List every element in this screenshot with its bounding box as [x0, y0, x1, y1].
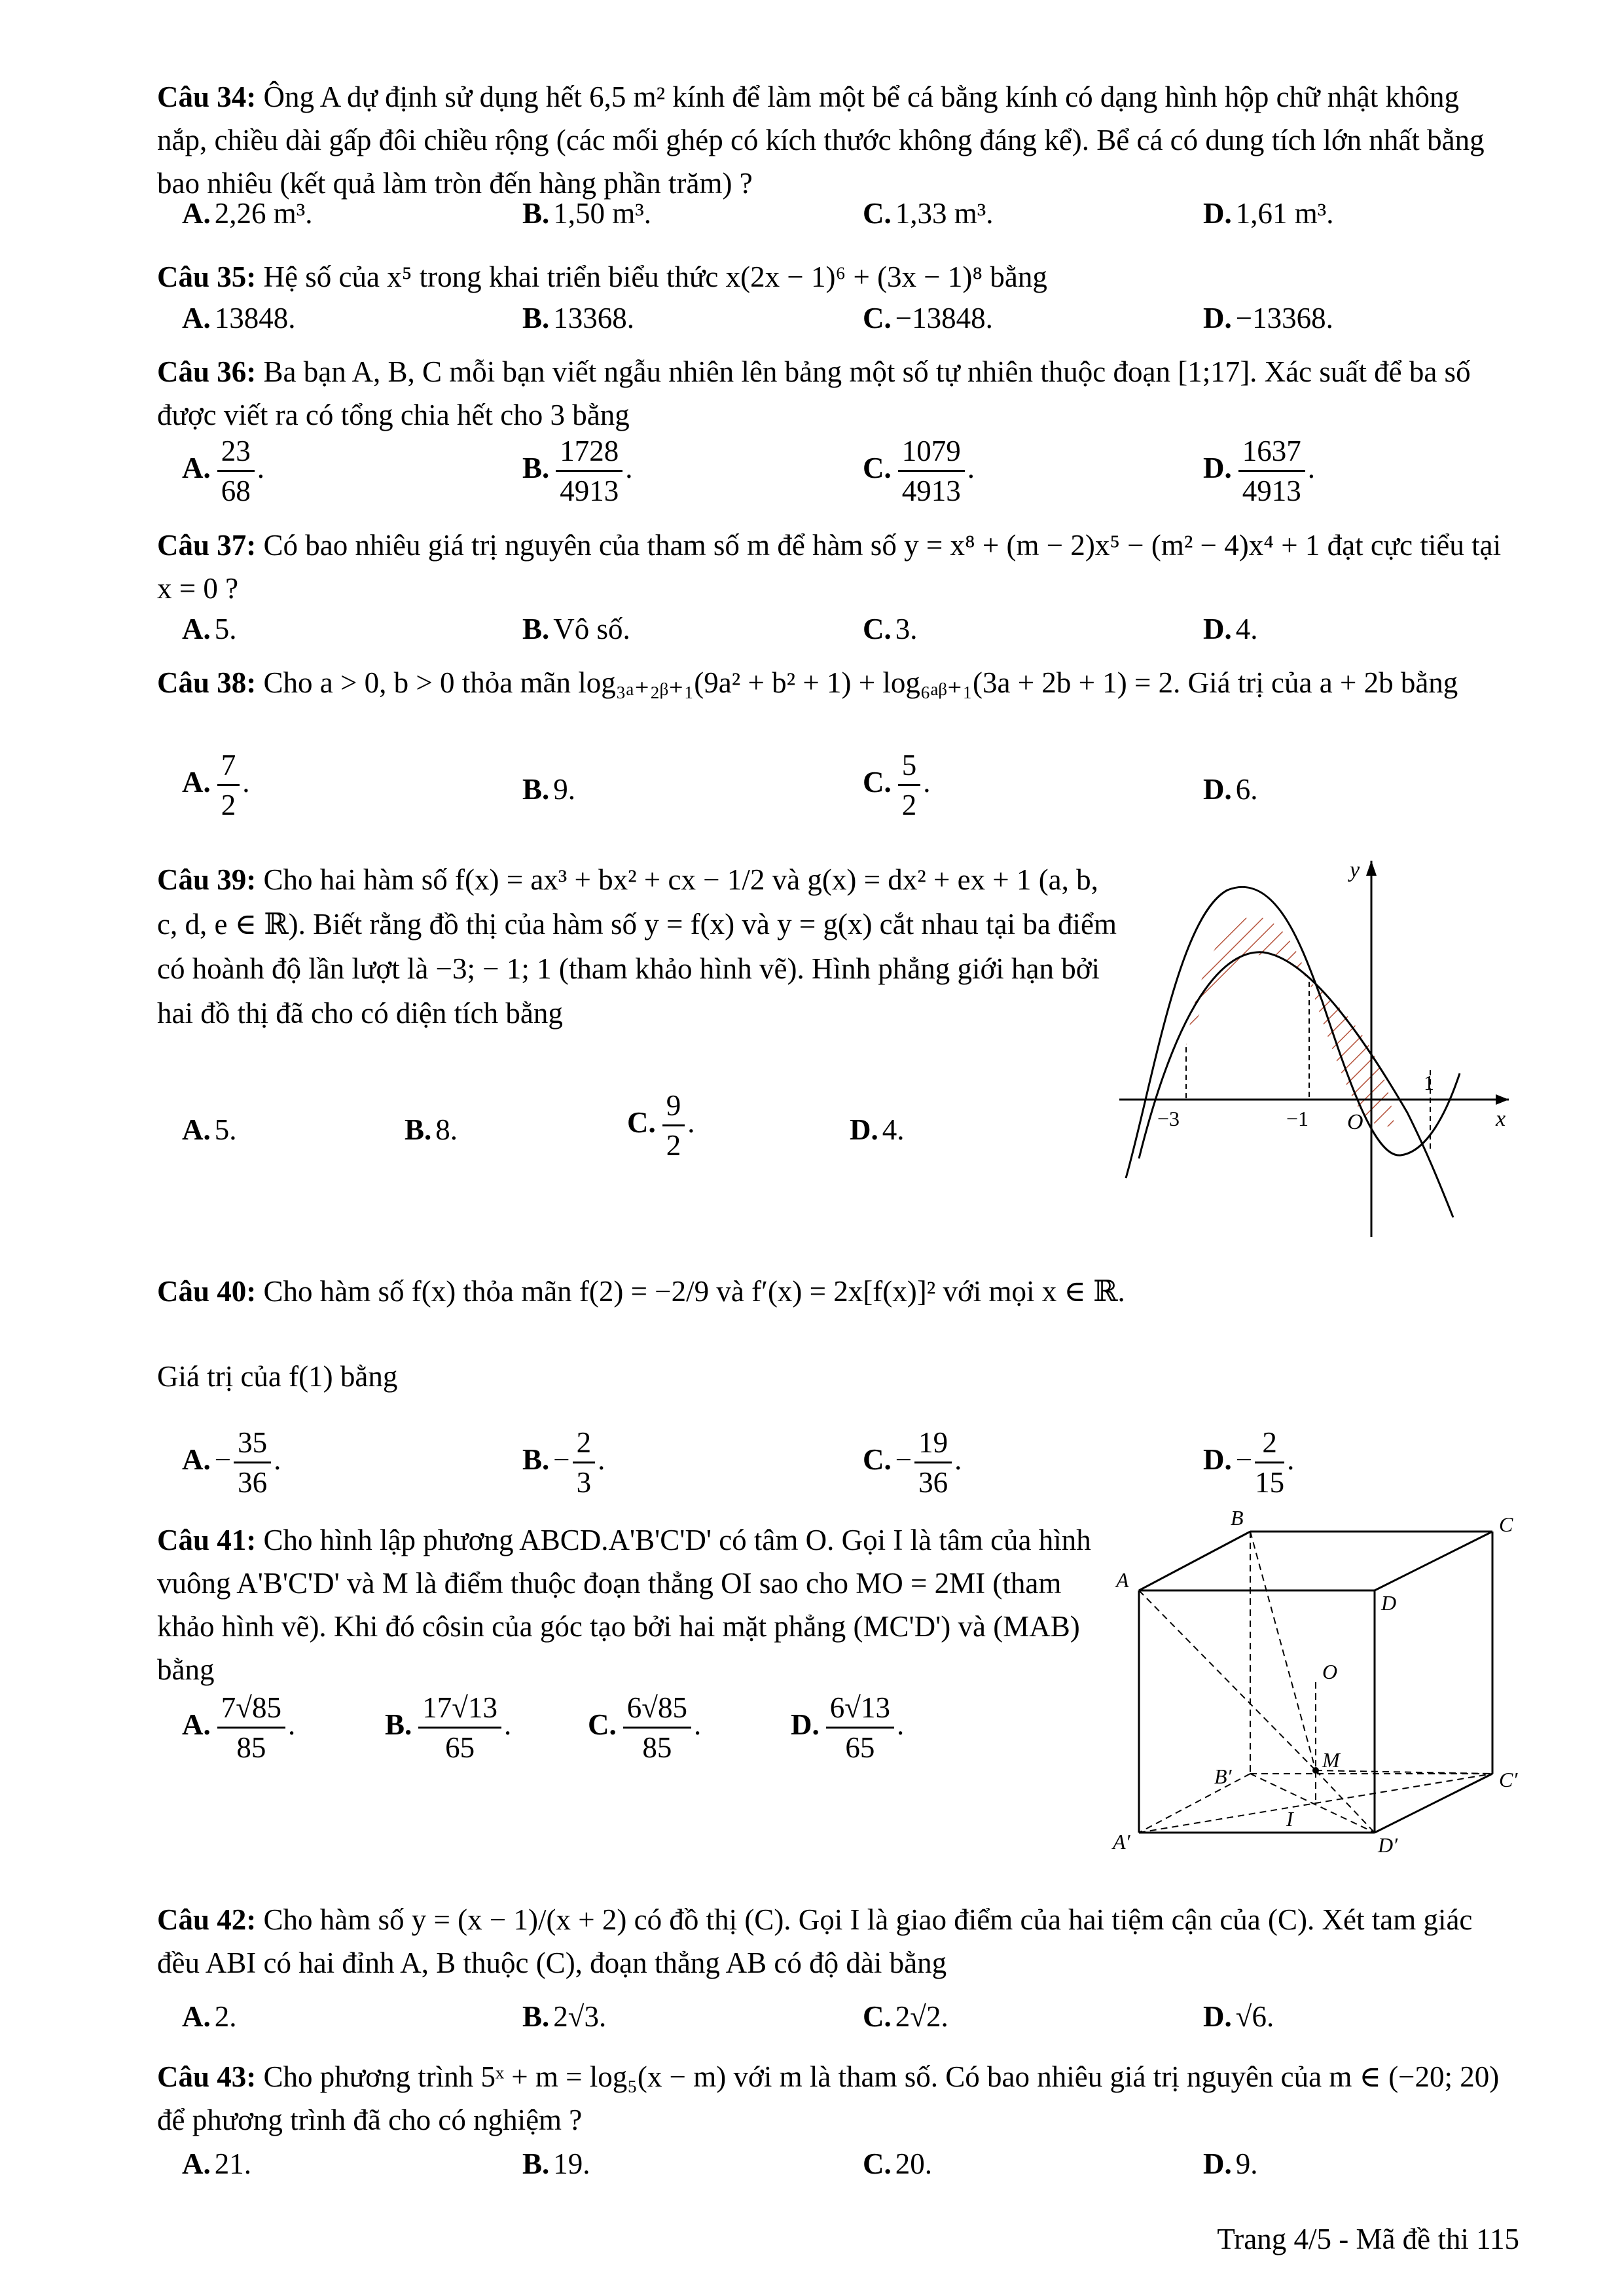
- option-a: A. 13848.: [182, 302, 296, 334]
- option-a: A. 5.: [182, 613, 237, 645]
- origin-label: O: [1347, 1110, 1363, 1134]
- question-label: Câu 41:: [157, 1524, 257, 1556]
- vertex-label: C′: [1499, 1768, 1518, 1791]
- vertex-label: I: [1286, 1807, 1293, 1831]
- option-c: C. $\frac{9}{2}$ .: [627, 1086, 695, 1164]
- question-label: Câu 38:: [157, 666, 257, 699]
- option-c: C. 2√2.: [863, 2000, 948, 2033]
- options-38: [182, 746, 1504, 831]
- question-label: Câu 35:: [157, 260, 257, 293]
- tick-label: 1: [1424, 1071, 1434, 1094]
- q41-cube: [1100, 1505, 1525, 1859]
- option-a: A. 2.: [182, 2000, 237, 2033]
- question-37: [157, 524, 1506, 610]
- options-41: [182, 1689, 1098, 1774]
- option-d: D. 6.: [1203, 773, 1258, 806]
- question-text: Cho a > 0, b > 0 thỏa mãn log₃ₐ₊₂ᵦ₊₁(9a² + b² + 1) + log₆ₐᵦ₊₁(3a + 2b + 1) = 2. Giá trị của a + 2b bằng: [263, 666, 1458, 699]
- vertex-label: C: [1499, 1513, 1513, 1536]
- x-axis-arrow-icon: [1496, 1094, 1509, 1105]
- vertex-label: M: [1322, 1748, 1340, 1772]
- question-41: [157, 1518, 1113, 1691]
- options-43: [182, 2147, 1504, 2189]
- option-a: A. $\frac{7√85}{85}$ .: [182, 1689, 295, 1767]
- question-text: Cho hàm số y = (x − 1)/(x + 2) có đồ thị (C). Gọi I là giao điểm của hai tiệm cận của (C). Xét tam giác đều ABI có hai đỉnh A, B thuộc (C), đoạn thẳng AB có độ dài bằng: [157, 1903, 1473, 1979]
- option-d: D. −13368.: [1203, 302, 1333, 334]
- q39-graph: [1113, 851, 1519, 1244]
- question-label: Câu 42:: [157, 1903, 257, 1936]
- option-c: C. $\frac{5}{2}$ .: [863, 746, 931, 824]
- option-d: D. $\frac{6√13}{65}$ .: [791, 1689, 904, 1767]
- options-35: [182, 301, 1504, 343]
- option-c: C. 1,33 m³.: [863, 197, 994, 230]
- question-text: Giá trị của f(1) bằng: [157, 1360, 398, 1393]
- question-text: Ông A dự định sử dụng hết 6,5 m² kính để làm một bể cá bằng kính có dạng hình hộp chữ nhật không nắp, chiều dài gấp đôi chiều rộng (các mối ghép có kích thước không đáng kể). Bể cá có dung tích lớn nhất bằng bao nhiêu (kết quả làm tròn đến hàng phần trăm) ?: [157, 81, 1485, 200]
- question-36: [157, 350, 1506, 437]
- vertex-label: A′: [1113, 1830, 1130, 1854]
- option-a: A. $\frac{23}{68}$ .: [182, 432, 264, 510]
- option-a: A. 5.: [182, 1113, 237, 1146]
- page-footer: Trang 4/5 - Mã đề thi 115: [1217, 2223, 1519, 2255]
- question-label: Câu 37:: [157, 529, 257, 562]
- option-a: A. $\frac{7}{2}$ .: [182, 746, 250, 824]
- tick-label: −1: [1286, 1107, 1309, 1130]
- option-d: D. 4.: [1203, 613, 1258, 645]
- option-c: C. 20.: [863, 2147, 932, 2180]
- option-b: B. − $\frac{2}{3}$ .: [522, 1424, 605, 1501]
- hatched-region: [1186, 917, 1394, 1127]
- options-39: [182, 1086, 1098, 1172]
- question-text: Có bao nhiêu giá trị nguyên của tham số m để hàm số y = x⁸ + (m − 2)x⁵ − (m² − 4)x⁴ + 1 đạt cực tiểu tại x = 0 ?: [157, 529, 1502, 605]
- question-40: [157, 1270, 1506, 1313]
- question-40-line2: [157, 1355, 1506, 1398]
- question-label: Câu 36:: [157, 355, 257, 388]
- question-text: Cho phương trình 5ˣ + m = log₅(x − m) với m là tham số. Có bao nhiêu giá trị nguyên của m ∈ (−20; 20) để phương trình đã cho có nghiệm ?: [157, 2060, 1500, 2136]
- options-40: [182, 1424, 1504, 1509]
- option-a: A. 21.: [182, 2147, 251, 2180]
- question-text: Hệ số của x⁵ trong khai triển biểu thức x(2x − 1)⁶ + (3x − 1)⁸ bằng: [263, 260, 1047, 293]
- question-34: [157, 75, 1506, 205]
- question-label: Câu 40:: [157, 1275, 257, 1308]
- vertex-label: B: [1231, 1506, 1244, 1530]
- option-b: B. 2√3.: [522, 2000, 607, 2033]
- vertex-label: A: [1116, 1568, 1129, 1592]
- vertex-label: B′: [1214, 1765, 1232, 1788]
- option-a: A. 2,26 m³.: [182, 197, 313, 230]
- curve-f: [1126, 887, 1460, 1178]
- question-43: [157, 2055, 1506, 2142]
- question-text: Cho hình lập phương ABCD.A'B'C'D' có tâm O. Gọi I là tâm của hình vuông A'B'C'D' và M là điểm thuộc đoạn thẳng OI sao cho MO = 2MI (tham khảo hình vẽ). Khi đó côsin của góc tạo bởi hai mặt phẳng (MC'D') và (MAB) bằng: [157, 1524, 1091, 1686]
- option-b: B. $\frac{17√13}{65}$ .: [385, 1689, 511, 1767]
- option-d: D. $\frac{1637}{4913}$ .: [1203, 432, 1315, 510]
- options-37: [182, 612, 1504, 654]
- question-38: [157, 661, 1506, 704]
- question-text: Ba bạn A, B, C mỗi bạn viết ngẫu nhiên lên bảng một số tự nhiên thuộc đoạn [1;17]. Xác suất để ba số được viết ra có tổng chia hết cho 3 bằng: [157, 355, 1471, 431]
- tick-label: −3: [1157, 1107, 1180, 1130]
- question-35: [157, 255, 1506, 298]
- option-d: D. 9.: [1203, 2147, 1258, 2180]
- option-c: C. 3.: [863, 613, 918, 645]
- question-42: [157, 1898, 1506, 1984]
- option-a: A. − $\frac{35}{36}$ .: [182, 1424, 281, 1501]
- question-text: Cho hai hàm số f(x) = ax³ + bx² + cx − 1/2 và g(x) = dx² + ex + 1 (a, b, c, d, e ∈ ℝ). Biết rằng đồ thị của hàm số y = f(x) và y = g(x) cắt nhau tại ba điểm có hoành độ lần lượt là −3; − 1; 1 (tham khảo hình vẽ). Hình phẳng giới hạn bởi hai đồ thị đã cho có diện tích bằng: [157, 863, 1117, 1030]
- vertex-label: D′: [1378, 1833, 1398, 1857]
- option-b: B. $\frac{1728}{4913}$ .: [522, 432, 633, 510]
- question-text: Cho hàm số f(x) thỏa mãn f(2) = −2/9 và f′(x) = 2x[f(x)]² với mọi x ∈ ℝ.: [263, 1275, 1125, 1308]
- option-b: B. Vô số.: [522, 613, 630, 645]
- option-c: C. $\frac{1079}{4913}$ .: [863, 432, 975, 510]
- y-axis-label: y: [1350, 858, 1360, 882]
- vertex-label: D: [1381, 1591, 1397, 1615]
- options-36: [182, 432, 1504, 517]
- question-label: Câu 34:: [157, 81, 257, 113]
- vertex-label: O: [1322, 1660, 1338, 1683]
- option-c: C. − $\frac{19}{36}$ .: [863, 1424, 962, 1501]
- options-42: [182, 2000, 1504, 2041]
- question-39: [157, 857, 1119, 1035]
- options-34: [182, 196, 1504, 238]
- option-b: B. 19.: [522, 2147, 590, 2180]
- option-c: C. $\frac{6√85}{85}$ .: [588, 1689, 701, 1767]
- option-d: D. 4.: [850, 1113, 905, 1146]
- option-b: B. 8.: [405, 1113, 458, 1146]
- option-c: C. −13848.: [863, 302, 993, 334]
- option-b: B. 13368.: [522, 302, 635, 334]
- question-label: Câu 39:: [157, 863, 257, 896]
- option-d: D. 1,61 m³.: [1203, 197, 1334, 230]
- question-label: Câu 43:: [157, 2060, 257, 2093]
- option-d: D. √6.: [1203, 2000, 1274, 2033]
- option-b: B. 9.: [522, 773, 576, 806]
- option-d: D. − $\frac{2}{15}$ .: [1203, 1424, 1294, 1501]
- x-axis-label: x: [1496, 1107, 1506, 1131]
- option-b: B. 1,50 m³.: [522, 197, 652, 230]
- y-axis-arrow-icon: [1366, 861, 1377, 876]
